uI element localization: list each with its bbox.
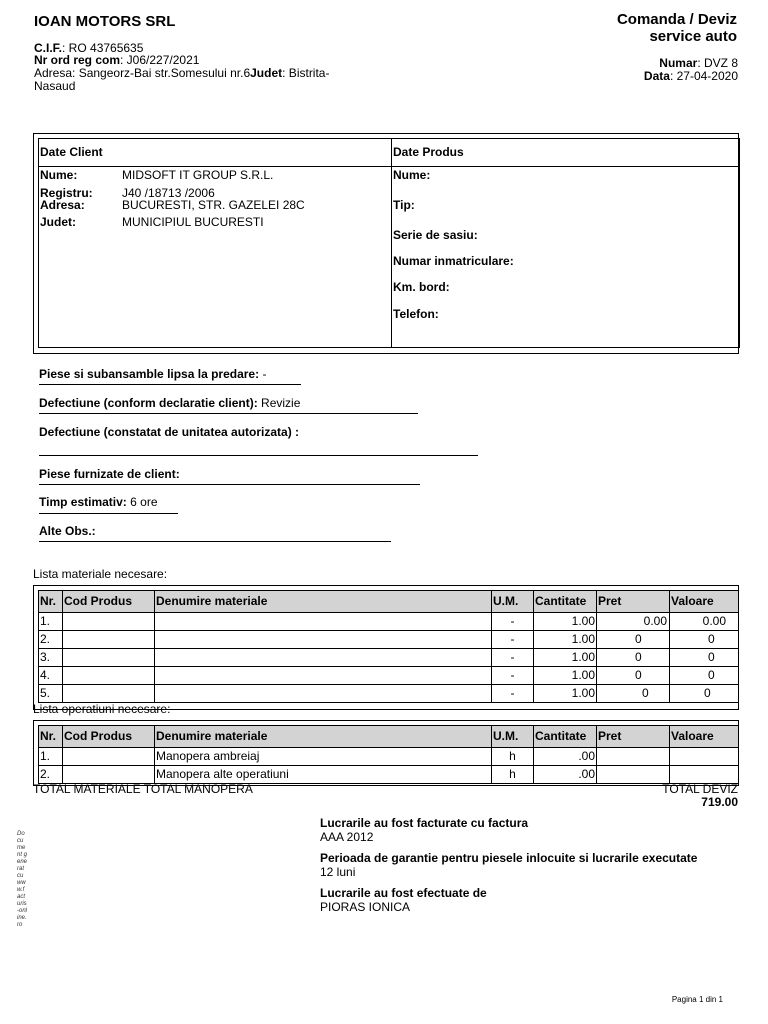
generator-note: Document generat cu www.facturis-online.ro — [17, 831, 28, 928]
cell-nr: 2. — [39, 766, 63, 784]
cell-um: - — [492, 667, 534, 685]
totals-left: TOTAL MATERIALE TOTAL MANOPERA — [33, 782, 253, 796]
cell-nr: 3. — [39, 649, 63, 667]
materials-header-row — [39, 591, 739, 613]
cell-cant: 1.00 — [534, 613, 597, 631]
cell-cod — [63, 766, 155, 784]
product-tip-label: Tip: — [393, 198, 415, 212]
table-row — [39, 649, 739, 667]
alte-obs: Alte Obs.: — [39, 524, 96, 538]
cell-um: h — [492, 748, 534, 766]
cell-cant: 1.00 — [534, 649, 597, 667]
cell-nr: 4. — [39, 667, 63, 685]
cell-den — [155, 613, 492, 631]
cell-den — [155, 685, 492, 703]
client-registru: J40 /18713 /2006 — [122, 186, 215, 200]
cell-den — [155, 667, 492, 685]
col-cod: Cod Produs — [63, 591, 155, 613]
cell-val — [670, 748, 739, 766]
table-row — [39, 667, 739, 685]
defect-constatat: Defectiune (constatat de unitatea autorizata) : — [39, 425, 300, 439]
client-judet: MUNICIPIUL BUCURESTI — [122, 215, 264, 229]
cell-um: h — [492, 766, 534, 784]
client-judet-label: Judet: — [40, 215, 76, 229]
cell-val: 0 — [670, 685, 739, 703]
total-deviz-label: TOTAL DEVIZ — [662, 782, 738, 796]
company-reg: Nr ord reg com: J06/227/2021 — [34, 53, 200, 67]
cell-den — [155, 649, 492, 667]
piese-lipsa-underline — [39, 384, 301, 385]
cell-cod — [63, 685, 155, 703]
total-deviz-value: 719.00 — [701, 795, 738, 809]
defect-client-underline — [39, 413, 418, 414]
timp-underline — [39, 513, 178, 514]
cell-cant: 1.00 — [534, 667, 597, 685]
cell-nr: 1. — [39, 748, 63, 766]
client-adresa: BUCURESTI, STR. GAZELEI 28C — [122, 198, 305, 212]
col-cantitate: Cantitate — [534, 591, 597, 613]
operations-table — [38, 725, 739, 784]
company-judet-cont: Nasaud — [34, 79, 76, 93]
cell-cant: 1.00 — [534, 631, 597, 649]
timp-estimativ: Timp estimativ: 6 ore — [39, 495, 158, 509]
client-name-label: Nume: — [40, 168, 78, 182]
cell-cod — [63, 613, 155, 631]
cell-um: - — [492, 685, 534, 703]
cell-um: - — [492, 613, 534, 631]
cell-cod — [63, 748, 155, 766]
piese-lipsa: Piese si subansamble lipsa la predare: - — [39, 367, 267, 381]
cell-val — [670, 766, 739, 784]
document-title: Comanda / Deviz service auto — [616, 11, 737, 45]
cell-nr: 5. — [39, 685, 63, 703]
cell-nr: 2. — [39, 631, 63, 649]
cell-val: 0 — [670, 631, 739, 649]
operations-header-row — [39, 726, 739, 748]
factura-block: Lucrarile au fost facturate cu factura AAA 2012 — [320, 816, 529, 844]
cell-cant: .00 — [534, 766, 597, 784]
col-cod: Cod Produs — [63, 726, 155, 748]
cell-cod — [63, 649, 155, 667]
table-row — [39, 631, 739, 649]
company-name: IOAN MOTORS SRL — [34, 13, 176, 30]
cell-val: 0 — [670, 667, 739, 685]
col-pret: Pret — [597, 726, 670, 748]
materials-caption: Lista materiale necesare: — [33, 567, 168, 581]
client-registru-label: Registru: — [40, 186, 93, 200]
alte-obs-underline — [39, 541, 391, 542]
product-telefon-label: Telefon: — [393, 307, 439, 321]
cell-den — [155, 631, 492, 649]
col-denumire: Denumire materiale — [155, 726, 492, 748]
table-row — [39, 766, 739, 784]
cell-cant: .00 — [534, 748, 597, 766]
document-number: Numar: DVZ 8 — [659, 56, 738, 70]
materials-table — [38, 590, 739, 703]
col-um: U.M. — [492, 726, 534, 748]
operations-caption: Lista operatiuni necesare: — [33, 702, 171, 716]
cell-pret — [597, 748, 670, 766]
cell-pret: 0 — [597, 631, 670, 649]
cell-pret: 0.00 — [597, 613, 670, 631]
product-km-label: Km. bord: — [393, 280, 450, 294]
efectuate-block: Lucrarile au fost efectuate de PIORAS IONICA — [320, 886, 487, 914]
col-cantitate: Cantitate — [534, 726, 597, 748]
col-valoare: Valoare — [670, 591, 739, 613]
col-um: U.M. — [492, 591, 534, 613]
cell-cod — [63, 631, 155, 649]
client-name: MIDSOFT IT GROUP S.R.L. — [122, 168, 274, 182]
cell-pret: 0 — [597, 649, 670, 667]
company-address: Adresa: Sangeorz-Bai str.Somesului nr.6Judet: Bistrita- — [34, 66, 330, 80]
col-valoare: Valoare — [670, 726, 739, 748]
client-section-title: Date Client — [40, 145, 103, 159]
defect-constatat-underline — [39, 455, 478, 456]
cell-val: 0 — [670, 649, 739, 667]
box-header-divider — [38, 166, 739, 167]
defect-client: Defectiune (conform declaratie client): Revizie — [39, 396, 301, 410]
col-denumire: Denumire materiale — [155, 591, 492, 613]
cell-den: Manopera alte operatiuni — [155, 766, 492, 784]
cell-pret — [597, 766, 670, 784]
cell-val: 0.00 — [670, 613, 739, 631]
table-row — [39, 613, 739, 631]
company-cif: C.I.F.: RO 43765635 — [34, 41, 144, 55]
cell-cod — [63, 667, 155, 685]
cell-um: - — [492, 631, 534, 649]
product-section-title: Date Produs — [393, 145, 464, 159]
cell-nr: 1. — [39, 613, 63, 631]
cell-cant: 1.00 — [534, 685, 597, 703]
table-row — [39, 685, 739, 703]
col-nr: Nr. — [39, 726, 63, 748]
document-date: Data: 27-04-2020 — [643, 69, 738, 83]
product-inmatriculare-label: Numar inmatriculare: — [393, 254, 514, 268]
page-number: Pagina 1 din 1 — [671, 995, 723, 1004]
cell-den: Manopera ambreiaj — [155, 748, 492, 766]
piese-client: Piese furnizate de client: — [39, 467, 180, 481]
col-pret: Pret — [597, 591, 670, 613]
product-name-label: Nume: — [393, 168, 431, 182]
cell-pret: 0 — [597, 667, 670, 685]
col-nr: Nr. — [39, 591, 63, 613]
product-serie-label: Serie de sasiu: — [393, 228, 478, 242]
cell-um: - — [492, 649, 534, 667]
table-row — [39, 748, 739, 766]
cell-pret: 0 — [597, 685, 670, 703]
garantie-block: Perioada de garantie pentru piesele inlocuite si lucrarile executate 12 luni — [320, 851, 698, 879]
client-adresa-label: Adresa: — [40, 198, 85, 212]
piese-client-underline — [39, 484, 420, 485]
box-divider — [391, 138, 392, 347]
